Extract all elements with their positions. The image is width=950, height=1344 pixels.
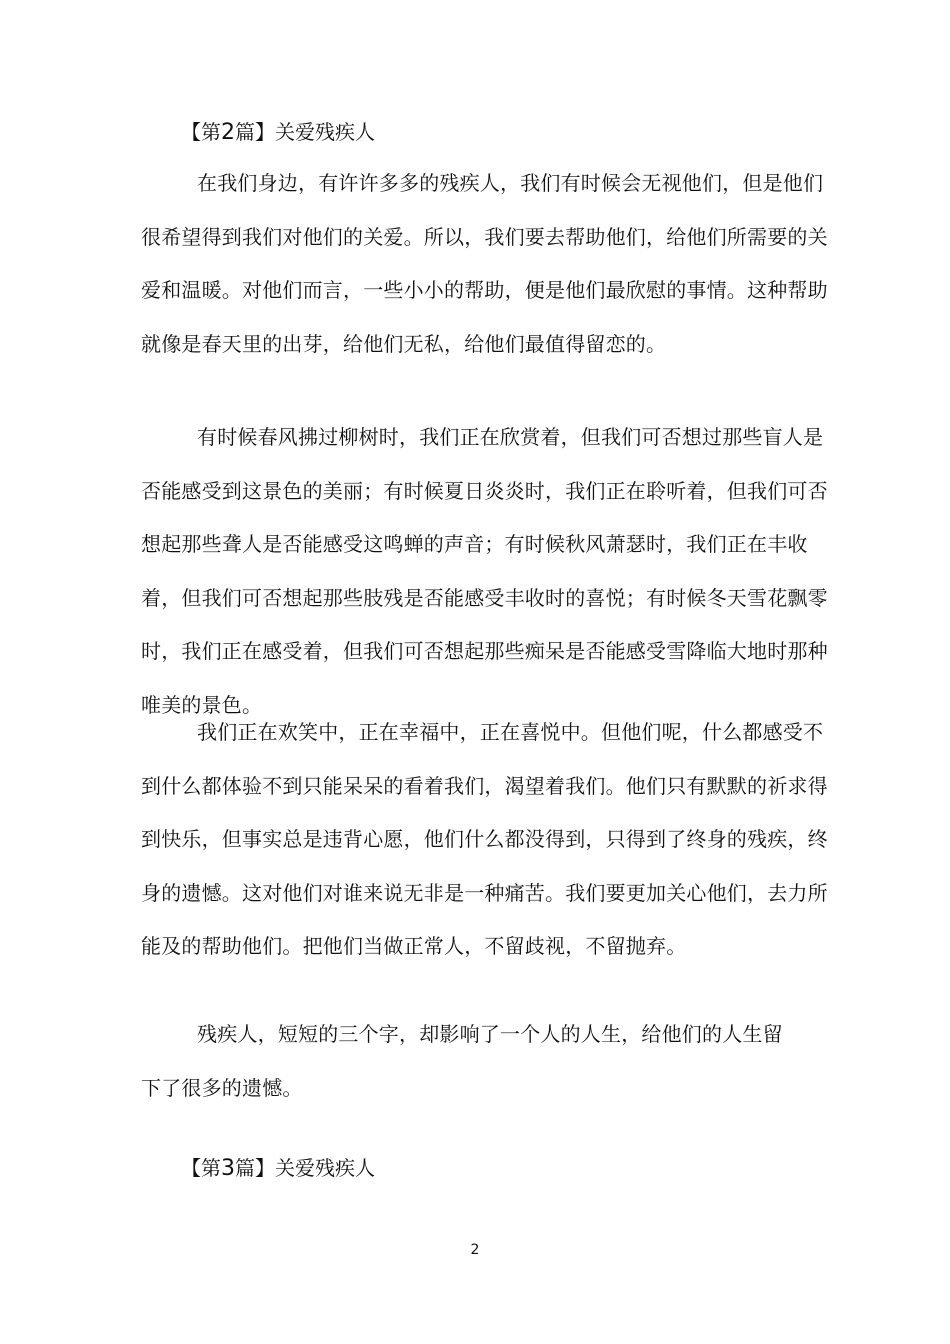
- paragraph-1: 在我们身边，有许许多多的残疾人，我们有时候会无视他们，但是他们很希望得到我们对他们的关爱。所以，我们要去帮助他们，给他们所需要的关爱和温暖。对他们而言，一些小小的帮助，便是他们最欣慰的事情。这种帮助就像是春天里的出芽，给他们无私，给他们最值得留恋的。: [141, 171, 828, 356]
- heading-title: 篇】关爱残疾人: [235, 120, 375, 144]
- page-number: 2: [470, 1242, 480, 1258]
- heading-title: 篇】关爱残疾人: [235, 1156, 375, 1180]
- heading-number: 3: [221, 1156, 235, 1181]
- heading-bracket-open: 【第: [181, 120, 221, 144]
- heading-number: 2: [221, 120, 235, 145]
- section-heading-3: [181, 1153, 375, 1184]
- heading-bracket-open: 【第: [181, 1156, 221, 1180]
- paragraph-4: 残疾人，短短的三个字，却影响了一个人的人生，给他们的人生留下了很多的遗憾。: [141, 1022, 783, 1100]
- section-heading-2: [181, 117, 375, 148]
- paragraph-3: 我们正在欢笑中，正在幸福中，正在喜悦中。但他们呢，什么都感受不到什么都体验不到只能呆呆的看着我们，渴望着我们。他们只有默默的祈求得到快乐，但事实总是违背心愿，他们什么都没得到，只得到了终身的残疾，终身的遗憾。这对他们对谁来说无非是一种痛苦。我们要更加关心他们，去力所能及的帮助他们。把他们当做正常人，不留歧视，不留抛弃。: [141, 720, 828, 958]
- paragraph-2: 有时候春风拂过柳树时，我们正在欣赏着，但我们可否想过那些盲人是否能感受到这景色的美丽；有时候夏日炎炎时，我们正在聆听着，但我们可否想起那些聋人是否能感受这鸣蝉的声音；有时候秋风萧瑟时，我们正在丰收着，但我们可否想起那些肢残是否能感受丰收时的喜悦；有时候冬天雪花飘零时，我们正在感受着，但我们可否想起那些痴呆是否能感受雪降临大地时那种唯美的景色。: [141, 425, 828, 717]
